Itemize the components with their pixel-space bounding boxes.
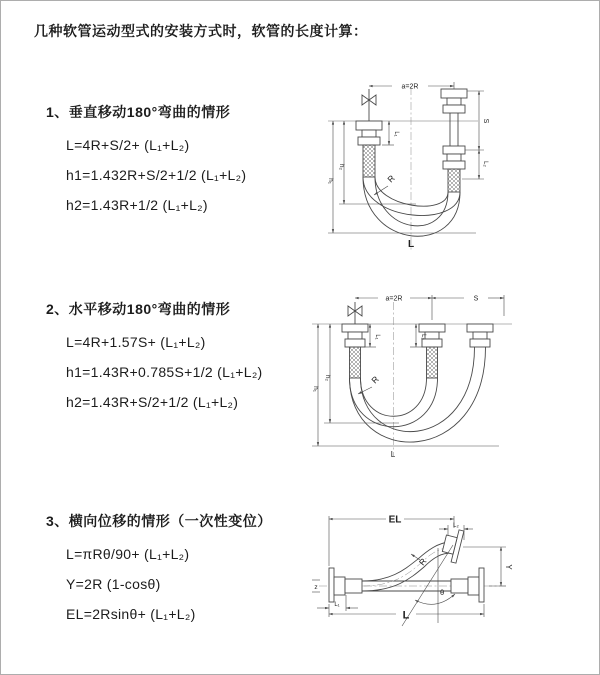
dim-label-h2: h₂ — [338, 163, 345, 171]
formula-line: h2=1.43R+1/2 (L₁+L₂) — [66, 197, 208, 213]
dim-label-theta: θ — [440, 588, 445, 597]
flange-fitting-left — [329, 568, 362, 602]
dim-label-l1: L₁ — [334, 602, 340, 608]
dimension-s — [462, 91, 489, 179]
section-vertical-movement — [46, 102, 306, 227]
dim-label-s: S — [473, 295, 479, 303]
page-title: 几种软管运动型式的安装方式时，软管的长度计算： — [34, 23, 368, 39]
flange-fitting-right — [441, 89, 467, 192]
hose-braided-section — [363, 145, 375, 177]
section-heading: 3、横向位移的情形（一次性变位） — [46, 513, 272, 529]
formula-line: h1=1.43R+0.785S+1/2 (L₁+L₂) — [66, 364, 263, 380]
radius-leader — [411, 554, 428, 567]
diagram-vertical-180-bend — [316, 71, 586, 256]
hose-arcs — [350, 347, 486, 442]
dim-label-l1: L₁ — [393, 131, 399, 137]
formula-line: h1=1.432R+S/2+1/2 (L₁+L₂) — [66, 167, 247, 183]
dimension-l1 — [382, 121, 399, 145]
dim-label-el: EL — [388, 514, 402, 526]
flange-fitting-upper-right — [440, 527, 464, 563]
flange-fitting-right — [467, 324, 493, 347]
flange-fitting-lower-right — [451, 568, 484, 602]
formula-line: L=πRθ/90+ (L₁+L₂) — [66, 546, 190, 562]
dim-label-h1: h₁ — [312, 386, 319, 392]
section-horizontal-movement — [46, 299, 306, 424]
formula-line: L=4R+1.57S+ (L₁+L₂) — [66, 334, 206, 350]
dim-label-r: R — [369, 374, 381, 386]
dim-label-y: Y — [504, 564, 513, 570]
dim-label-a2r: a=2R — [401, 83, 419, 91]
hose-braided-section — [448, 169, 460, 192]
hose-arcs — [363, 177, 460, 236]
hose-braided-section — [427, 347, 438, 378]
dim-label-h2: h₂ — [324, 374, 331, 382]
valve-icon — [362, 89, 376, 121]
dim-label-r: R — [385, 173, 397, 185]
section-heading: 2、水平移动180°弯曲的情形 — [46, 301, 231, 317]
radius-leader — [374, 173, 397, 195]
formula-line: EL=2Rsinθ+ (L₁+L₂) — [66, 606, 196, 622]
formula-line: L=4R+S/2+ (L₁+L₂) — [66, 137, 190, 153]
dimension-l1 — [317, 595, 358, 611]
dim-label-r: R — [416, 556, 429, 568]
dim-label-l2: L₂ — [453, 523, 459, 529]
dimension-a2r — [355, 295, 504, 320]
hose-braided-section — [350, 347, 361, 378]
dim-label-a2r: a=2R — [385, 295, 403, 303]
dim-label-s: S — [482, 118, 489, 124]
flange-fitting-left — [356, 121, 382, 177]
dimension-l — [329, 604, 484, 622]
dim-label-l2: L₂ — [420, 334, 426, 340]
dim-label-l: L — [390, 450, 396, 459]
axis-marker — [312, 580, 320, 592]
section-lateral-displacement — [46, 511, 306, 636]
dim-label-l1: L₁ — [374, 334, 380, 340]
section-heading: 1、垂直移动180°弯曲的情形 — [46, 104, 231, 120]
diagram-lateral-displacement — [301, 498, 600, 653]
dim-label-h1: h₁ — [327, 178, 334, 184]
flange-fitting-left — [342, 324, 368, 378]
axis-marker-label: z — [314, 584, 318, 591]
dim-label-l2: L₂ — [482, 161, 488, 167]
formula-line: Y=2R (1-cosθ) — [66, 576, 161, 592]
diagram-horizontal-180-bend — [304, 286, 594, 461]
hose-s-curve — [362, 542, 451, 591]
valve-icon — [348, 302, 362, 324]
dim-label-l: L — [402, 609, 410, 622]
flange-fitting-middle — [419, 324, 445, 378]
dim-label-l: L — [407, 239, 415, 250]
formula-line: h2=1.43R+S/2+1/2 (L₁+L₂) — [66, 394, 239, 410]
